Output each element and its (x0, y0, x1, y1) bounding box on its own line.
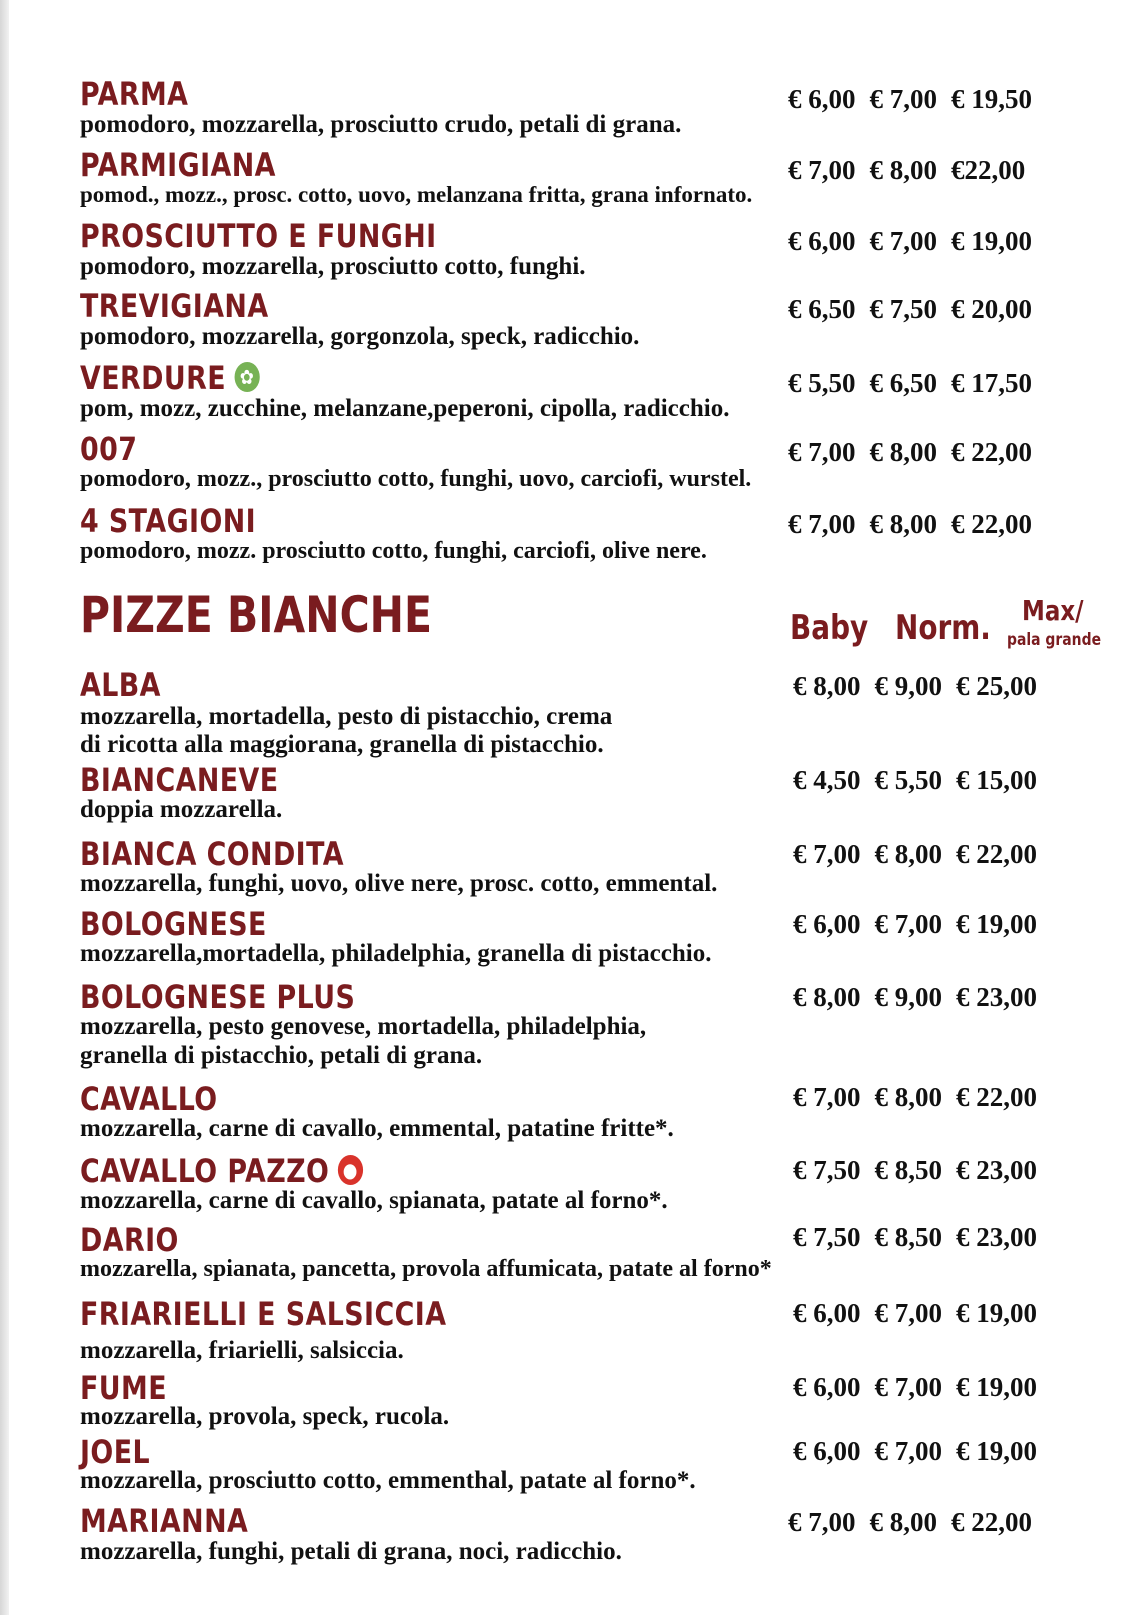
item-name: 4 STAGIONI (80, 502, 257, 540)
item-prices (788, 84, 1046, 114)
price-baby: € 6,00 (793, 1298, 861, 1328)
item-name: BOLOGNESE (80, 905, 267, 943)
item-description-line1: mozzarella, mortadella, pesto di pistacchio, crema (80, 703, 613, 730)
price-norm: € 7,00 (874, 1436, 942, 1466)
item-prices (793, 765, 1051, 795)
item-prices (793, 982, 1051, 1012)
price-norm: € 9,00 (874, 982, 942, 1012)
price-max: €22,00 (951, 155, 1026, 185)
price-max: € 23,00 (956, 982, 1037, 1012)
price-norm: € 8,00 (869, 437, 937, 467)
item-name: FUME (80, 1369, 167, 1407)
price-baby: € 6,00 (793, 1372, 861, 1402)
item-name: CAVALLO (80, 1080, 218, 1118)
item-name: BIANCA CONDITA (80, 835, 344, 873)
price-baby: € 7,50 (793, 1222, 861, 1252)
price-max: € 23,00 (956, 1222, 1037, 1252)
item-description: doppia mozzarella. (80, 796, 283, 823)
price-baby: € 5,50 (788, 368, 856, 398)
item-prices (788, 226, 1046, 256)
item-description: mozzarella, spianata, pancetta, provola affumicata, patate al forno* (80, 1256, 772, 1282)
price-norm: € 5,50 (874, 765, 942, 795)
item-name: JOEL (80, 1433, 151, 1471)
price-baby: € 7,00 (793, 839, 861, 869)
item-prices (788, 294, 1046, 324)
price-baby: € 6,00 (788, 84, 856, 114)
item-description: mozzarella, prosciutto cotto, emmenthal, patate al forno*. (80, 1467, 696, 1494)
price-max: € 19,00 (956, 909, 1037, 939)
item-prices (793, 909, 1051, 939)
price-max: € 22,00 (956, 1082, 1037, 1112)
item-description-line2: granella di pistacchio, petali di grana. (80, 1042, 483, 1069)
price-norm: € 8,50 (874, 1155, 942, 1185)
price-norm: € 8,00 (869, 509, 937, 539)
price-baby: € 7,00 (788, 509, 856, 539)
price-max: € 19,00 (956, 1372, 1037, 1402)
item-name: PARMIGIANA (80, 146, 276, 184)
item-description: mozzarella, carne di cavallo, spianata, patate al forno*. (80, 1187, 668, 1214)
price-max: € 19,00 (956, 1298, 1037, 1328)
price-baby: € 7,00 (788, 155, 856, 185)
price-norm: € 8,50 (874, 1222, 942, 1252)
section-title: PIZZE BIANCHE (80, 586, 433, 644)
item-name: BOLOGNESE PLUS (80, 978, 356, 1016)
price-norm: € 7,00 (874, 1372, 942, 1402)
column-header-norm: Norm. (895, 608, 991, 648)
price-baby: € 6,50 (788, 294, 856, 324)
page-edge-shadow (0, 0, 9, 1615)
price-baby: € 7,00 (793, 1082, 861, 1112)
price-norm: € 7,00 (874, 1298, 942, 1328)
price-max: € 19,00 (956, 1436, 1037, 1466)
price-norm: € 8,00 (874, 1082, 942, 1112)
price-baby: € 7,00 (788, 437, 856, 467)
item-prices (793, 1298, 1051, 1328)
item-description: mozzarella, provola, speck, rucola. (80, 1403, 450, 1430)
item-description: pom, mozz, zucchine, melanzane,peperoni, cipolla, radicchio. (80, 395, 730, 422)
item-description: pomodoro, mozzarella, prosciutto cotto, funghi. (80, 253, 586, 280)
item-description: mozzarella, funghi, petali di grana, noci, radicchio. (80, 1538, 622, 1565)
item-name: ALBA (80, 666, 161, 704)
item-description-line1: mozzarella, pesto genovese, mortadella, philadelphia, (80, 1013, 647, 1040)
price-max: € 25,00 (956, 671, 1037, 701)
item-description: mozzarella, friarielli, salsiccia. (80, 1337, 404, 1364)
price-norm: € 8,00 (869, 1507, 937, 1537)
item-prices (793, 1222, 1051, 1252)
price-max: € 15,00 (956, 765, 1037, 795)
item-name-label: VERDURE (80, 359, 227, 397)
item-name (80, 1153, 363, 1189)
price-baby: € 8,00 (793, 671, 861, 701)
price-max: € 23,00 (956, 1155, 1037, 1185)
price-norm: € 7,50 (869, 294, 937, 324)
item-description-line2: di ricotta alla maggiorana, granella di pistacchio. (80, 731, 604, 758)
price-max: € 19,50 (951, 84, 1032, 114)
item-description: mozzarella,mortadella, philadelphia, granella di pistacchio. (80, 940, 712, 967)
chili-pepper-icon: ● (338, 1155, 363, 1185)
price-baby: € 7,00 (788, 1507, 856, 1537)
item-prices (793, 1436, 1051, 1466)
price-max: € 19,00 (951, 226, 1032, 256)
price-baby: € 6,00 (788, 226, 856, 256)
price-norm: € 7,00 (869, 84, 937, 114)
item-name: BIANCANEVE (80, 761, 279, 799)
price-baby: € 4,50 (793, 765, 861, 795)
price-max: € 22,00 (951, 509, 1032, 539)
price-norm: € 8,00 (874, 839, 942, 869)
item-prices (793, 1082, 1051, 1112)
price-baby: € 6,00 (793, 909, 861, 939)
vegetarian-leaf-icon: ✿ (234, 362, 259, 392)
item-prices (793, 839, 1051, 869)
item-prices (793, 671, 1051, 701)
item-description: pomod., mozz., prosc. cotto, uovo, melanzana fritta, grana infornato. (80, 182, 753, 207)
column-header-max: Max/ (1022, 594, 1084, 627)
price-max: € 20,00 (951, 294, 1032, 324)
item-name: DARIO (80, 1221, 179, 1259)
item-prices (788, 368, 1046, 398)
item-name: MARIANNA (80, 1502, 249, 1540)
item-description: pomodoro, mozz. prosciutto cotto, funghi, carciofi, olive nere. (80, 538, 707, 564)
item-name: PARMA (80, 75, 189, 113)
price-baby: € 8,00 (793, 982, 861, 1012)
item-prices (788, 155, 1039, 185)
price-max: € 22,00 (956, 839, 1037, 869)
price-baby: € 6,00 (793, 1436, 861, 1466)
price-max: € 17,50 (951, 368, 1032, 398)
price-max: € 22,00 (951, 1507, 1032, 1537)
item-prices (788, 437, 1046, 467)
price-norm: € 9,00 (874, 671, 942, 701)
price-max: € 22,00 (951, 437, 1032, 467)
item-prices (788, 509, 1046, 539)
item-description: mozzarella, funghi, uovo, olive nere, prosc. cotto, emmental. (80, 870, 718, 897)
item-prices (793, 1372, 1051, 1402)
item-prices (788, 1507, 1046, 1537)
price-norm: € 7,00 (874, 909, 942, 939)
item-name: 007 (80, 430, 138, 468)
price-norm: € 6,50 (869, 368, 937, 398)
item-description: pomodoro, mozzarella, gorgonzola, speck, radicchio. (80, 323, 640, 350)
column-header-baby: Baby (790, 608, 869, 648)
item-name: TREVIGIANA (80, 287, 269, 325)
item-description: pomodoro, mozzarella, prosciutto crudo, petali di grana. (80, 111, 682, 138)
item-name (80, 360, 260, 396)
item-description: pomodoro, mozz., prosciutto cotto, funghi, uovo, carciofi, wurstel. (80, 466, 752, 492)
column-header-max-subtitle: pala grande (1007, 630, 1102, 650)
item-description: mozzarella, carne di cavallo, emmental, patatine fritte*. (80, 1115, 674, 1142)
item-name-label: CAVALLO PAZZO (80, 1152, 330, 1190)
item-prices (793, 1155, 1051, 1185)
price-norm: € 8,00 (869, 155, 937, 185)
price-norm: € 7,00 (869, 226, 937, 256)
item-name: PROSCIUTTO E FUNGHI (80, 217, 437, 255)
price-baby: € 7,50 (793, 1155, 861, 1185)
item-name: FRIARIELLI E SALSICCIA (80, 1295, 447, 1333)
